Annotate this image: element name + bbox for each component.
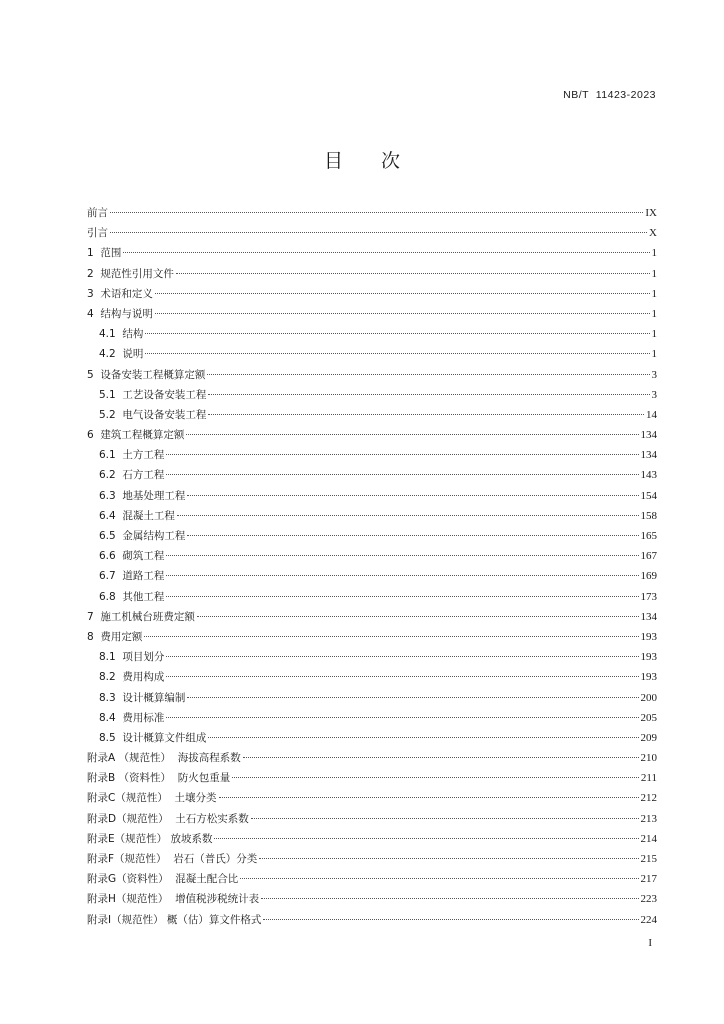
toc-entry-page: 205	[640, 711, 657, 724]
standard-code: NB/T 11423-2023	[563, 89, 656, 101]
toc-entry-label: 5 设备安装工程概算定额	[87, 368, 206, 381]
toc-entry[interactable]	[87, 284, 657, 304]
toc-entry[interactable]	[87, 223, 657, 243]
toc-entry[interactable]	[87, 486, 657, 506]
toc-entry-page: 154	[640, 489, 657, 502]
toc-entry-page: 193	[640, 630, 657, 643]
toc-entry[interactable]	[87, 768, 657, 788]
toc-dot-leader	[251, 818, 639, 819]
toc-entry-label: 6 建筑工程概算定额	[87, 429, 185, 442]
toc-entry-label: 附录B （资料性） 防火包重量	[87, 772, 231, 785]
toc-dot-leader	[145, 353, 649, 354]
toc-entry-label: 2 规范性引用文件	[87, 267, 174, 280]
toc-entry[interactable]	[87, 445, 657, 465]
toc-title-char-2: 次	[381, 150, 401, 172]
toc-entry-label: 8.1 项目划分	[99, 651, 165, 664]
toc-dot-leader	[219, 797, 639, 798]
toc-entry-page: 1	[651, 267, 657, 280]
toc-entry-page: 3	[651, 368, 657, 381]
toc-dot-leader	[166, 575, 638, 576]
toc-entry-page: 193	[640, 671, 657, 684]
toc-entry-page: 165	[640, 530, 657, 542]
toc-dot-leader	[261, 898, 638, 899]
toc-title-char-1: 目	[323, 150, 343, 172]
toc-entry-label: 6.3 地基处理工程	[99, 489, 186, 502]
toc-entry-page: 167	[640, 550, 657, 563]
toc-dot-leader	[166, 596, 638, 597]
toc-dot-leader	[166, 656, 638, 657]
toc-title	[0, 146, 724, 173]
toc-entry-label: 6.5 金属结构工程	[99, 530, 186, 542]
toc-entry-label: 5.2 电气设备安装工程	[99, 408, 207, 421]
toc-entry-page: 1	[651, 287, 657, 300]
toc-entry-page: 1	[651, 307, 657, 320]
toc-dot-leader	[232, 777, 639, 778]
toc-dot-leader	[176, 273, 650, 274]
toc-dot-leader	[110, 212, 643, 213]
toc-dot-leader	[187, 697, 638, 698]
toc-dot-leader	[166, 454, 638, 455]
toc-entry-label: 附录D（规范性） 土石方松实系数	[87, 812, 249, 825]
toc-entry-label: 8.2 费用构成	[99, 671, 165, 684]
toc-entry[interactable]	[87, 365, 657, 385]
toc-entry[interactable]	[87, 203, 657, 223]
toc-entry-label: 4 结构与说明	[87, 307, 153, 320]
toc-dot-leader	[240, 878, 638, 879]
toc-entry-page: 223	[640, 893, 657, 906]
toc-entry[interactable]	[87, 788, 657, 808]
toc-entry-page: 143	[640, 469, 657, 482]
toc-entry-label: 8 费用定额	[87, 630, 143, 643]
toc-entry[interactable]	[87, 566, 657, 586]
toc-dot-leader	[208, 414, 644, 415]
toc-entry-page: 200	[640, 691, 657, 704]
table-of-contents	[87, 203, 657, 930]
toc-entry[interactable]	[87, 849, 657, 869]
toc-entry[interactable]	[87, 304, 657, 324]
toc-entry-label: 8.5 设计概算文件组成	[99, 731, 207, 744]
toc-entry-label: 4.1 结构	[99, 328, 144, 341]
toc-dot-leader	[166, 717, 638, 718]
toc-entry[interactable]	[87, 688, 657, 708]
toc-dot-leader	[155, 313, 650, 314]
toc-entry-page: 134	[640, 449, 657, 462]
toc-entry-label: 附录A （规范性） 海拔高程系数	[87, 752, 241, 765]
toc-entry-label: 附录I（规范性） 概（估）算文件格式	[87, 913, 262, 926]
toc-entry[interactable]	[87, 465, 657, 485]
toc-dot-leader	[186, 434, 638, 435]
toc-dot-leader	[187, 495, 638, 496]
toc-entry-label: 4.2 说明	[99, 348, 144, 361]
toc-entry-page: 210	[640, 752, 657, 765]
toc-entry[interactable]	[87, 829, 657, 849]
toc-dot-leader	[166, 555, 638, 556]
toc-dot-leader	[166, 474, 638, 475]
toc-entry[interactable]	[87, 264, 657, 284]
toc-entry[interactable]	[87, 708, 657, 728]
toc-entry[interactable]	[87, 506, 657, 526]
toc-entry[interactable]	[87, 748, 657, 768]
toc-entry-label: 附录C（规范性） 土壤分类	[87, 792, 217, 805]
toc-entry[interactable]	[87, 889, 657, 909]
toc-dot-leader	[177, 515, 639, 516]
toc-entry[interactable]	[87, 587, 657, 607]
toc-entry-page: 173	[640, 590, 657, 603]
toc-entry-page: IX	[645, 207, 657, 219]
toc-dot-leader	[166, 676, 638, 677]
toc-entry-page: 213	[640, 812, 657, 825]
page-number: I	[648, 937, 652, 949]
toc-entry-page: 14	[646, 408, 657, 421]
toc-entry-label: 6.7 道路工程	[99, 570, 165, 583]
toc-entry-label: 8.4 费用标准	[99, 711, 165, 724]
toc-dot-leader	[145, 333, 649, 334]
toc-entry-page: 134	[640, 610, 657, 623]
toc-dot-leader	[110, 232, 647, 233]
toc-entry-page: 3	[651, 388, 657, 401]
toc-entry-label: 1 范围	[87, 247, 122, 260]
toc-entry[interactable]	[87, 324, 657, 344]
toc-entry[interactable]	[87, 344, 657, 364]
toc-entry[interactable]	[87, 809, 657, 829]
toc-entry[interactable]	[87, 405, 657, 425]
toc-dot-leader	[187, 535, 638, 536]
toc-entry[interactable]	[87, 425, 657, 445]
toc-dot-leader	[214, 838, 638, 839]
toc-entry[interactable]	[87, 546, 657, 566]
toc-entry-label: 引言	[87, 227, 108, 240]
toc-entry-label: 前言	[87, 207, 108, 219]
toc-dot-leader	[155, 293, 650, 294]
toc-entry-label: 5.1 工艺设备安装工程	[99, 388, 207, 401]
toc-dot-leader	[197, 616, 639, 617]
toc-entry[interactable]	[87, 910, 657, 930]
toc-entry-page: 158	[640, 509, 657, 522]
toc-dot-leader	[263, 919, 638, 920]
toc-entry-page: 169	[640, 570, 657, 583]
toc-entry-page: 211	[640, 772, 657, 785]
toc-entry[interactable]	[87, 647, 657, 667]
toc-entry[interactable]	[87, 243, 657, 263]
toc-entry-page: 1	[651, 328, 657, 341]
toc-dot-leader	[243, 757, 639, 758]
toc-dot-leader	[208, 394, 649, 395]
toc-entry[interactable]	[87, 385, 657, 405]
toc-entry-label: 6.6 砌筑工程	[99, 550, 165, 563]
toc-entry-page: 214	[640, 832, 657, 845]
toc-entry-page: X	[649, 227, 657, 240]
toc-entry-page: 134	[640, 429, 657, 442]
toc-entry[interactable]	[87, 869, 657, 889]
toc-entry-label: 3 术语和定义	[87, 287, 153, 300]
toc-dot-leader	[123, 252, 649, 253]
toc-entry-label: 8.3 设计概算编制	[99, 691, 186, 704]
toc-entry-page: 224	[640, 913, 657, 926]
toc-dot-leader	[144, 636, 638, 637]
toc-entry-page: 193	[640, 651, 657, 664]
toc-entry-page: 209	[640, 731, 657, 744]
toc-entry-page: 215	[640, 853, 657, 865]
toc-entry-label: 7 施工机械台班费定额	[87, 610, 195, 623]
toc-entry-label: 附录F（规范性） 岩石（普氏）分类	[87, 853, 258, 865]
toc-entry-label: 附录H（规范性） 增值税涉税统计表	[87, 893, 260, 906]
toc-dot-leader	[259, 858, 638, 859]
toc-entry-label: 附录E（规范性） 放坡系数	[87, 832, 213, 845]
toc-entry[interactable]	[87, 526, 657, 546]
toc-entry-page: 217	[640, 873, 657, 886]
toc-entry[interactable]	[87, 728, 657, 748]
toc-dot-leader	[207, 374, 649, 375]
toc-entry-page: 1	[651, 348, 657, 361]
toc-entry[interactable]	[87, 607, 657, 627]
toc-entry-label: 附录G（资料性） 混凝土配合比	[87, 873, 239, 886]
toc-dot-leader	[208, 737, 638, 738]
toc-entry-label: 6.1 土方工程	[99, 449, 165, 462]
toc-entry[interactable]	[87, 667, 657, 687]
toc-entry-page: 212	[640, 792, 657, 805]
toc-entry[interactable]	[87, 627, 657, 647]
toc-entry-label: 6.4 混凝土工程	[99, 509, 175, 522]
toc-entry-label: 6.8 其他工程	[99, 590, 165, 603]
toc-entry-label: 6.2 石方工程	[99, 469, 165, 482]
toc-entry-page: 1	[651, 247, 657, 260]
